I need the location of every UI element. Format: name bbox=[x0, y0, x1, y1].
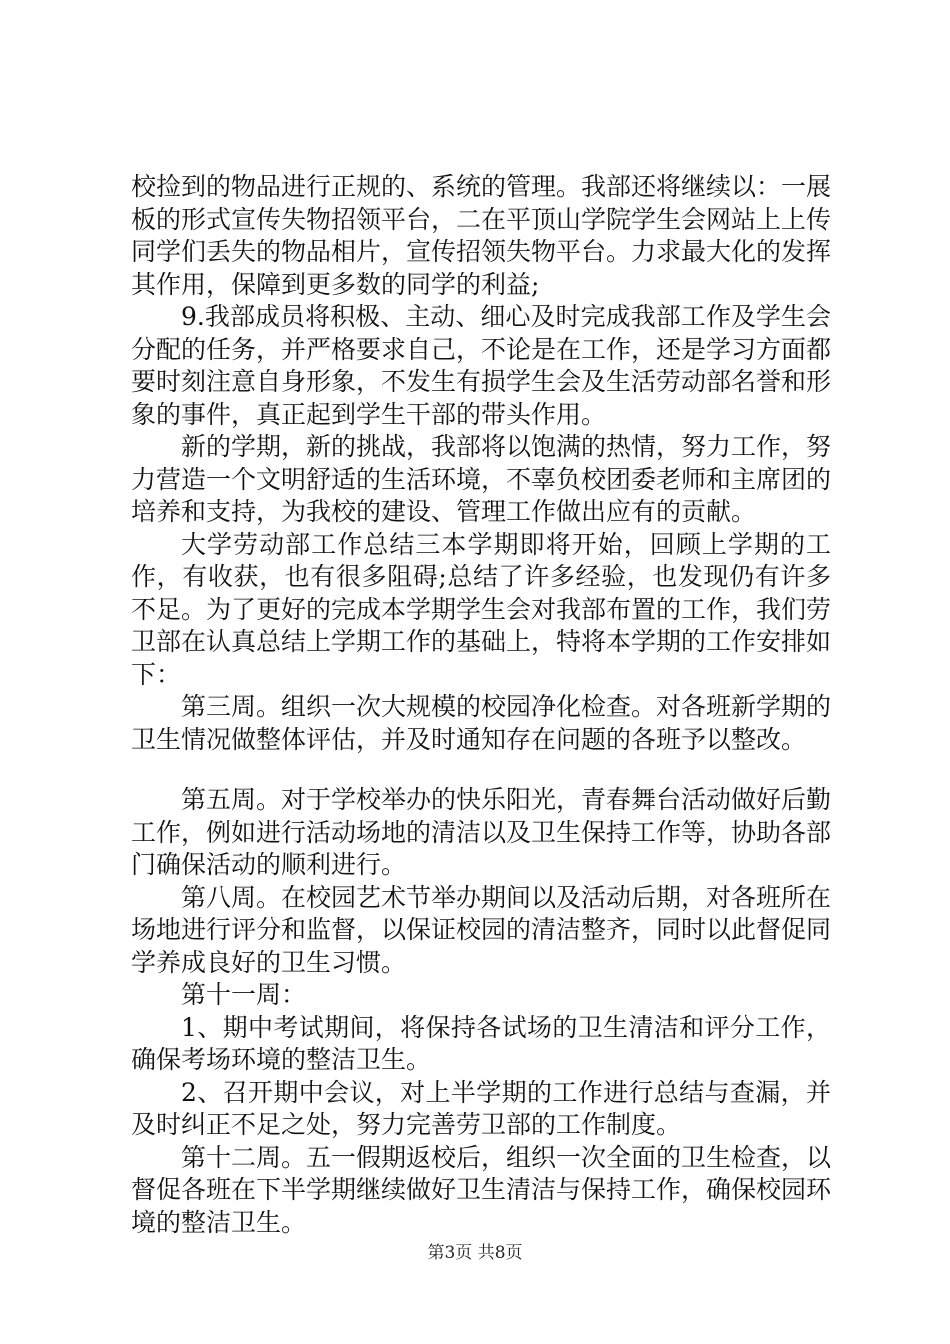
paragraph-new-semester: 新的学期，新的挑战，我部将以饱满的热情，努力工作，努力营造一个文明舒适的生活环境，不辜负校团委老师和主席团的培养和支持，为我校的建设、管理工作做出应有的贡献。 bbox=[131, 432, 832, 526]
paragraph-week-11-item-1: 1、期中考试期间，将保持各试场的卫生清洁和评分工作，确保考场环境的整洁卫生。 bbox=[131, 1012, 831, 1074]
paragraph-week-12: 第十二周。五一假期返校后，组织一次全面的卫生检查，以督促各班在下半学期继续做好卫生清洁与保持工作，确保校园环境的整洁卫生。 bbox=[131, 1142, 832, 1237]
paragraph-week-5: 第五周。对于学校举办的快乐阳光，青春舞台活动做好后勤工作，例如进行活动场地的清洁以及卫生保持工作等，协助各部门确保活动的顺利进行。 bbox=[131, 785, 832, 879]
paragraph-week-3: 第三周。组织一次大规模的校园净化检查。对各班新学期的卫生情况做整体评估，并及时通知存在问题的各班予以整改。 bbox=[131, 692, 832, 754]
paragraph-item-9: 9.我部成员将积极、主动、细心及时完成我部工作及学生会分配的任务，并严格要求自己，不论是在工作，还是学习方面都要时刻注意自身形象，不发生有损学生会及生活劳动部名誉和形象的事件，真正起到学生干部的带头作用。 bbox=[131, 302, 832, 429]
paragraph-week-11-heading: 第十一周： bbox=[181, 980, 307, 1009]
paragraph-continuation: 校捡到的物品进行正规的、系统的管理。我部还将继续以：一展板的形式宣传失物招领平台，二在平顶山学院学生会网站上上传同学们丢失的物品相片，宣传招领失物平台。力求最大化的发挥其作用，保障到更多数的同学的利益; bbox=[131, 172, 832, 299]
paragraph-summary-intro: 大学劳动部工作总结三本学期即将开始，回顾上学期的工作，有收获，也有很多阻碍;总结了许多经验，也发现仍有许多不足。为了更好的完成本学期学生会对我部布置的工作，我们劳卫部在认真总结上学期工作的基础上，特将本学期的工作安排如下： bbox=[131, 529, 832, 689]
paragraph-week-8: 第八周。在校园艺术节举办期间以及活动后期，对各班所在场地进行评分和监督，以保证校园的清洁整齐，同时以此督促同学养成良好的卫生习惯。 bbox=[131, 882, 832, 977]
paragraph-week-11-item-2: 2、召开期中会议，对上半学期的工作进行总结与查漏，并及时纠正不足之处，努力完善劳卫部的工作制度。 bbox=[131, 1077, 831, 1139]
document-body bbox=[131, 171, 831, 1239]
page-number-footer: 第3页 共8页 bbox=[427, 1243, 523, 1263]
